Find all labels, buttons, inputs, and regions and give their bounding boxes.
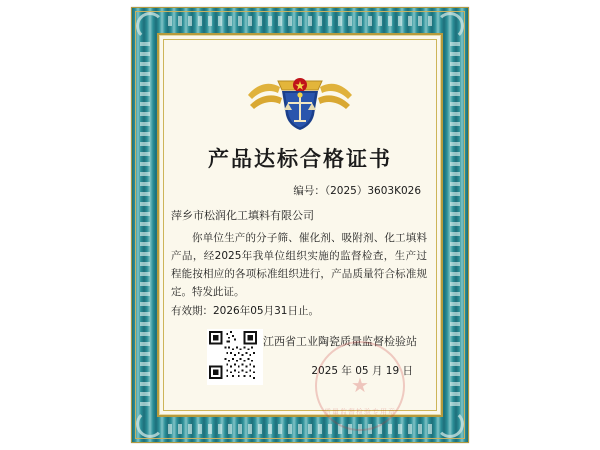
issuer-name: 江西省工业陶瓷质量监督检验站: [263, 335, 417, 348]
certificate-content: [167, 41, 433, 416]
certificate-number-label: 编号：: [293, 185, 325, 197]
qr-code: [207, 329, 263, 385]
certificate-number-value: （2025）3603K026: [324, 185, 421, 197]
recipient-name: 萍乡市松润化工填料有限公司: [171, 209, 314, 222]
seal-star-icon: ★: [351, 375, 369, 397]
issue-date: 2025 年 05 月 19 日: [311, 365, 413, 377]
border-vine-bottom: [162, 424, 438, 434]
border-vine-left: [140, 38, 150, 412]
validity-date: 2026年05月31日止。: [213, 305, 319, 317]
validity-line: [171, 303, 319, 318]
certificate: [131, 7, 469, 443]
certificate-title: 产品达标合格证书: [208, 146, 392, 171]
border-vine-right: [450, 38, 460, 412]
certificate-body-text: 你单位生产的分子筛、催化剂、吸附剂、化工填料产品，经2025年我单位组织实施的监督检查，生产过程能按相应的各项标准组织进行，产品质量符合标准规定。特发此证。: [171, 232, 427, 298]
national-emblem-icon: [244, 65, 356, 131]
certificate-number: [293, 183, 421, 198]
seal-text: 质量监督检验专用章: [324, 409, 396, 416]
border-vine-top: [162, 16, 438, 26]
validity-label: 有效期：: [171, 305, 213, 317]
